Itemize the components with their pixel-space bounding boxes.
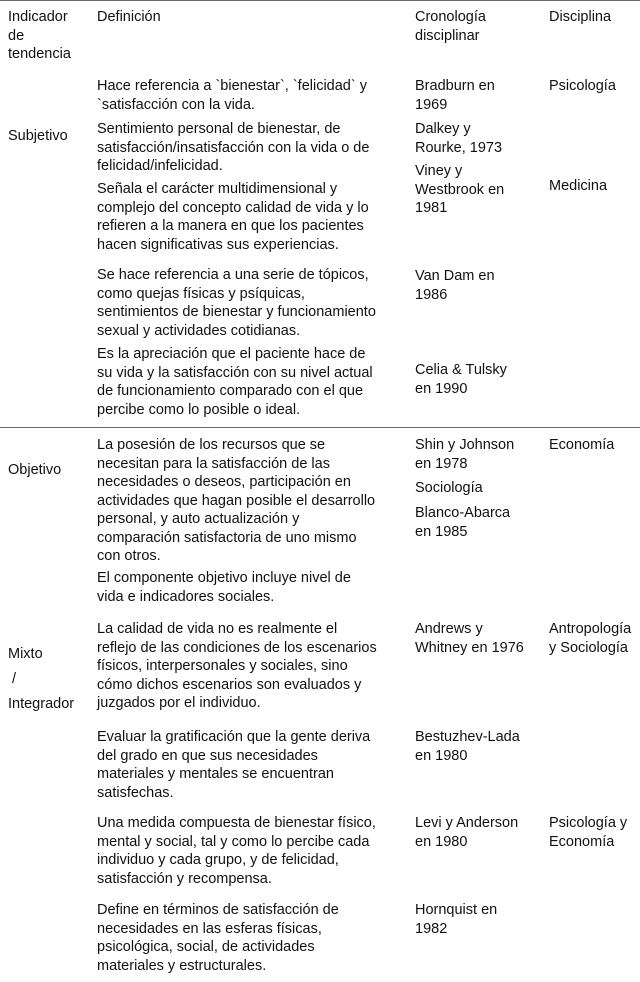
top-rule [0, 0, 640, 1]
header-disciplina: Disciplina [549, 9, 612, 25]
indicator-slash: / [12, 671, 17, 687]
discipline-antropologia-sociologia: Antropología y Sociología [549, 621, 632, 656]
definition-8: La calidad de vida no es realmente el reflejo de las condiciones de los escenarios físicos, interpersonales y sociales, sino cómo dichos escenarios son evaluados y juzgados por el individuo. [97, 621, 377, 711]
chronology-2: Dalkey y Rourke, 1973 [415, 121, 503, 156]
chronology-4: Van Dam en 1986 [415, 268, 495, 303]
indicator-subjetivo: Subjetivo [8, 128, 68, 144]
header-definicion: Definición [97, 9, 161, 25]
chronology-12: Hornquist en 1982 [415, 902, 498, 937]
header-indicador: Indicador de tendencia [8, 9, 71, 62]
chronology-7: Sociología [415, 480, 483, 496]
header-cronologia: Cronología disciplinar [415, 9, 486, 44]
definition-10: Una medida compuesta de bienestar físico, mental y social, tal y como lo percibe cada individuo y cada grupo, y de felicidad, satisfacción y recompensa. [97, 815, 376, 887]
definition-3: Señala el carácter multidimensional y complejo del concepto calidad de vida y lo refieren a la manera en que los pacientes hacen significativas sus experiencias. [97, 181, 369, 253]
definition-11: Define en términos de satisfacción de necesidades en las esferas físicas, psicológica, social, de actividades materiales y estructurales. [97, 902, 339, 974]
chronology-1: Bradburn en 1969 [415, 78, 495, 113]
definition-9: Evaluar la gratificación que la gente deriva del grado en que sus necesidades materiales y mentales se encuentran satisfechas. [97, 729, 371, 801]
discipline-psicologia: Psicología [549, 78, 616, 94]
chronology-10: Bestuzhev-Lada en 1980 [415, 729, 520, 764]
chronology-5: Celia & Tulsky en 1990 [415, 362, 507, 397]
definition-4: Se hace referencia a una serie de tópicos, como quejas físicas y psíquicas, sentimientos de bienestar y funcionamiento sexual y actividades cotidianas. [97, 267, 376, 339]
definition-1: Hace referencia a `bienestar`, `felicidad` y `satisfacción con la vida. [97, 78, 367, 113]
section-rule [0, 427, 640, 428]
indicator-mixto: Mixto [8, 646, 43, 662]
indicator-objetivo: Objetivo [8, 462, 62, 478]
chronology-8: Blanco-Abarca en 1985 [415, 505, 511, 540]
chronology-6: Shin y Johnson en 1978 [415, 437, 515, 472]
chronology-11: Levi y Anderson en 1980 [415, 815, 519, 850]
indicator-integrador: Integrador [8, 696, 75, 712]
chronology-3: Viney y Westbrook en 1981 [415, 163, 505, 216]
definition-5: Es la apreciación que el paciente hace de su vida y la satisfacción con su nivel actual de funcionamiento comparado con el que percibe como lo posible o ideal. [97, 346, 373, 418]
chronology-9: Andrews y Whitney en 1976 [415, 621, 524, 656]
discipline-economia: Economía [549, 437, 615, 453]
discipline-medicina: Medicina [549, 178, 608, 194]
definition-7: El componente objetivo incluye nivel de vida e indicadores sociales. [97, 570, 351, 605]
discipline-psicologia-economia: Psicología y Economía [549, 815, 628, 850]
definition-6: La posesión de los recursos que se necesitan para la satisfacción de las necesidades o deseos, participación en actividades que hagan posible el desarrollo personal, y auto actualización y comparación satisfactoria de uno mismo con otros. [97, 437, 376, 564]
definition-2: Sentimiento personal de bienestar, de satisfacción/insatisfacción con la vida o de felicidad/infelicidad. [97, 121, 370, 174]
